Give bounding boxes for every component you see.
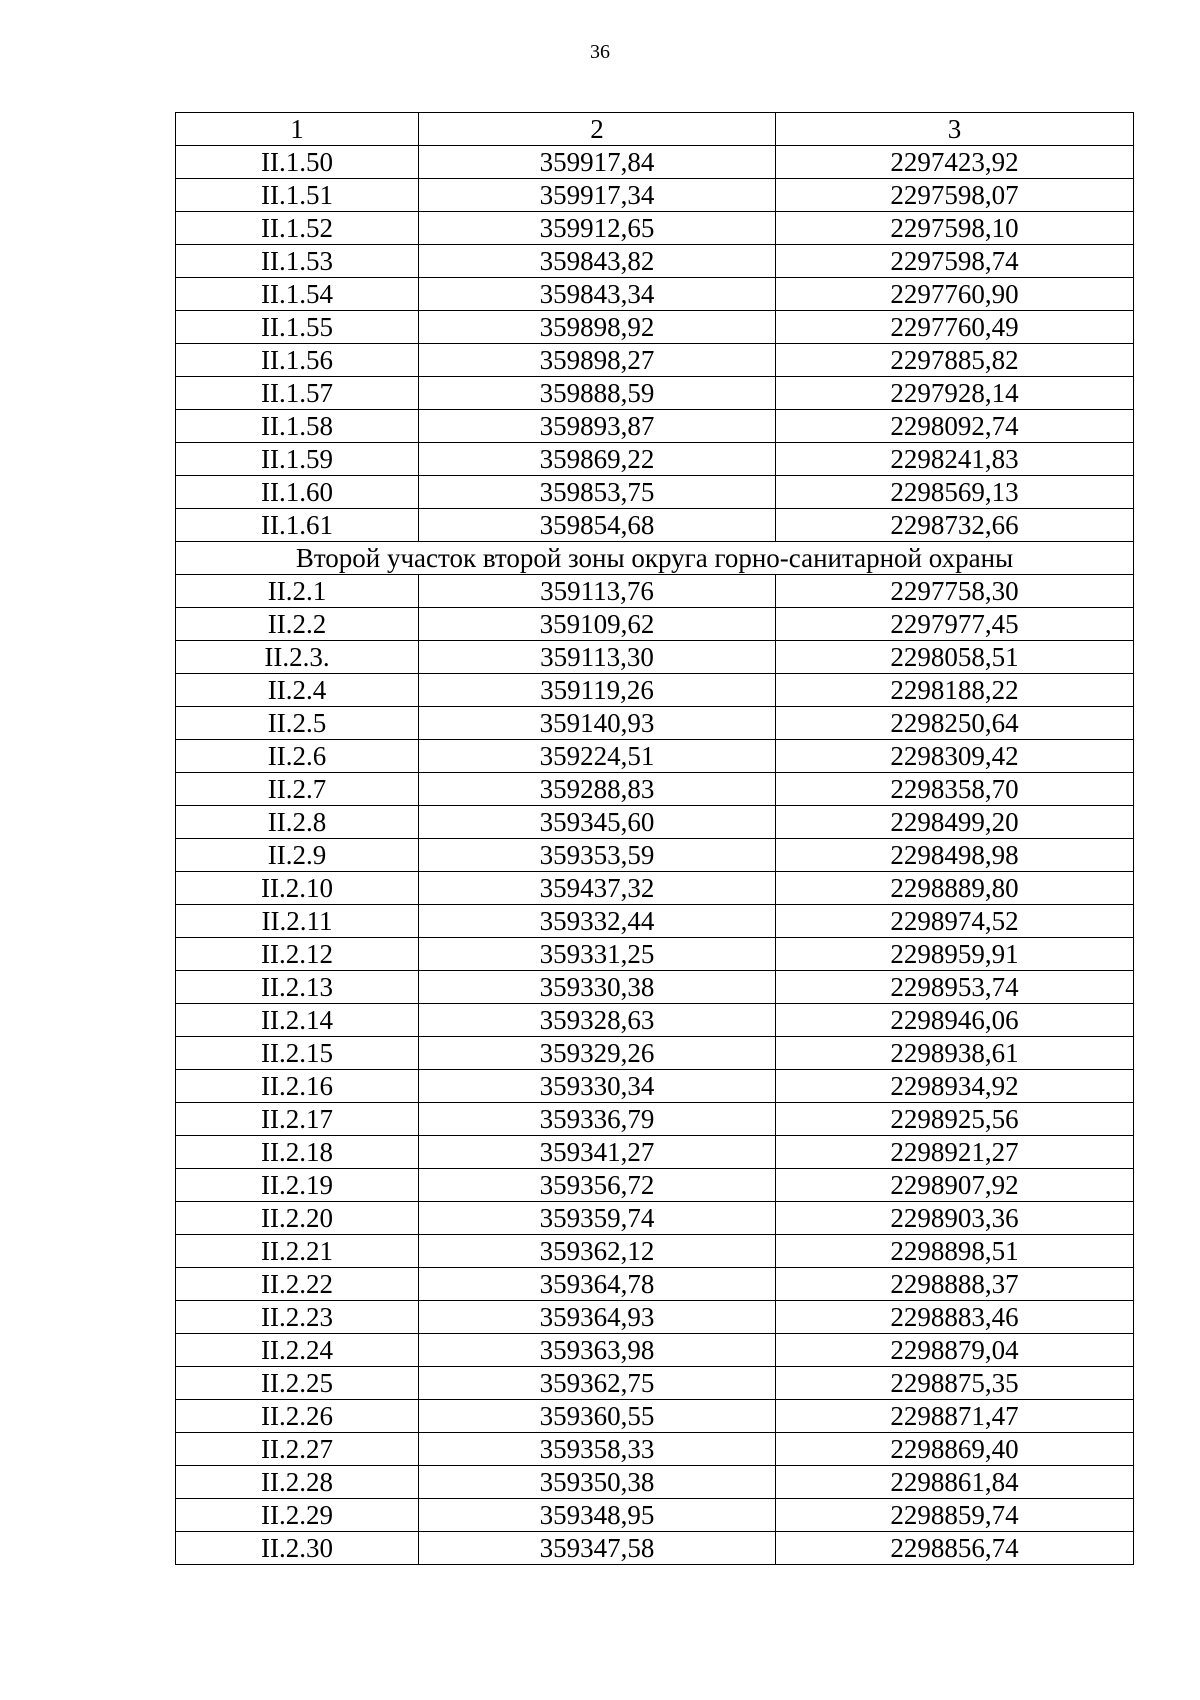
table-row — [176, 476, 1134, 509]
coordinate-x-cell: 359332,44 — [419, 905, 776, 938]
coordinate-x-cell: 359917,34 — [419, 179, 776, 212]
coordinate-y-cell: 2298861,84 — [776, 1466, 1134, 1499]
coordinate-x-cell: 359888,59 — [419, 377, 776, 410]
coordinate-y-cell: 2298888,37 — [776, 1268, 1134, 1301]
coordinate-x-cell: 359362,75 — [419, 1367, 776, 1400]
point-id-cell: II.1.61 — [176, 509, 419, 542]
point-id-cell: II.2.6 — [176, 740, 419, 773]
table-row — [176, 1532, 1134, 1565]
coordinate-x-cell: 359917,84 — [419, 146, 776, 179]
coordinate-x-cell: 359224,51 — [419, 740, 776, 773]
table-row — [176, 1037, 1134, 1070]
table-row — [176, 575, 1134, 608]
coordinate-y-cell: 2298974,52 — [776, 905, 1134, 938]
point-id-cell: II.1.59 — [176, 443, 419, 476]
coordinate-x-cell: 359893,87 — [419, 410, 776, 443]
table-row — [176, 971, 1134, 1004]
table-row — [176, 1136, 1134, 1169]
table-row — [176, 674, 1134, 707]
header-row — [176, 113, 1134, 146]
section-title: Второй участок второй зоны округа горно-санитарной охраны — [176, 542, 1134, 575]
point-id-cell: II.2.25 — [176, 1367, 419, 1400]
coordinate-y-cell: 2297928,14 — [776, 377, 1134, 410]
coordinate-x-cell: 359437,32 — [419, 872, 776, 905]
coordinate-x-cell: 359113,30 — [419, 641, 776, 674]
coordinate-y-cell: 2298959,91 — [776, 938, 1134, 971]
coordinate-y-cell: 2298859,74 — [776, 1499, 1134, 1532]
coordinate-y-cell: 2298856,74 — [776, 1532, 1134, 1565]
coordinate-x-cell: 359363,98 — [419, 1334, 776, 1367]
table-row — [176, 608, 1134, 641]
point-id-cell: II.2.13 — [176, 971, 419, 1004]
coordinate-y-cell: 2298250,64 — [776, 707, 1134, 740]
point-id-cell: II.1.51 — [176, 179, 419, 212]
coordinate-y-cell: 2298092,74 — [776, 410, 1134, 443]
point-id-cell: II.2.11 — [176, 905, 419, 938]
point-id-cell: II.2.9 — [176, 839, 419, 872]
table-row — [176, 806, 1134, 839]
table-row — [176, 1103, 1134, 1136]
coordinate-y-cell: 2298869,40 — [776, 1433, 1134, 1466]
coordinate-y-cell: 2298903,36 — [776, 1202, 1134, 1235]
coordinate-y-cell: 2298934,92 — [776, 1070, 1134, 1103]
coordinate-y-cell: 2298946,06 — [776, 1004, 1134, 1037]
point-id-cell: II.1.56 — [176, 344, 419, 377]
coordinate-y-cell: 2297423,92 — [776, 146, 1134, 179]
coordinate-y-cell: 2297758,30 — [776, 575, 1134, 608]
coordinate-y-cell: 2298871,47 — [776, 1400, 1134, 1433]
table-row — [176, 1004, 1134, 1037]
point-id-cell: II.1.53 — [176, 245, 419, 278]
coordinate-y-cell: 2298058,51 — [776, 641, 1134, 674]
coordinate-x-cell: 359341,27 — [419, 1136, 776, 1169]
coordinate-x-cell: 359336,79 — [419, 1103, 776, 1136]
point-id-cell: II.2.24 — [176, 1334, 419, 1367]
table-row — [176, 773, 1134, 806]
coordinate-x-cell: 359843,82 — [419, 245, 776, 278]
table-row — [176, 872, 1134, 905]
coordinate-y-cell: 2298889,80 — [776, 872, 1134, 905]
coordinate-y-cell: 2298241,83 — [776, 443, 1134, 476]
point-id-cell: II.2.1 — [176, 575, 419, 608]
header-cell-3: 3 — [776, 113, 1134, 146]
table-row — [176, 707, 1134, 740]
coordinate-y-cell: 2298953,74 — [776, 971, 1134, 1004]
coordinate-y-cell: 2298569,13 — [776, 476, 1134, 509]
table-row — [176, 1235, 1134, 1268]
table-row — [176, 1070, 1134, 1103]
coordinate-y-cell: 2297598,07 — [776, 179, 1134, 212]
coordinate-x-cell: 359328,63 — [419, 1004, 776, 1037]
point-id-cell: II.2.19 — [176, 1169, 419, 1202]
coordinate-y-cell: 2298188,22 — [776, 674, 1134, 707]
coordinate-x-cell: 359364,93 — [419, 1301, 776, 1334]
point-id-cell: II.2.4 — [176, 674, 419, 707]
table-row — [176, 509, 1134, 542]
coordinate-x-cell: 359288,83 — [419, 773, 776, 806]
coordinate-y-cell: 2298358,70 — [776, 773, 1134, 806]
table-row — [176, 1499, 1134, 1532]
point-id-cell: II.2.7 — [176, 773, 419, 806]
point-id-cell: II.2.12 — [176, 938, 419, 971]
table-row — [176, 938, 1134, 971]
table-row — [176, 1367, 1134, 1400]
coordinate-x-cell: 359119,26 — [419, 674, 776, 707]
point-id-cell: II.1.57 — [176, 377, 419, 410]
table-row — [176, 905, 1134, 938]
table-row — [176, 1268, 1134, 1301]
point-id-cell: II.1.55 — [176, 311, 419, 344]
point-id-cell: II.1.50 — [176, 146, 419, 179]
table-row — [176, 278, 1134, 311]
point-id-cell: II.2.8 — [176, 806, 419, 839]
coordinate-x-cell: 359358,33 — [419, 1433, 776, 1466]
coordinate-y-cell: 2298498,98 — [776, 839, 1134, 872]
coordinate-y-cell: 2297977,45 — [776, 608, 1134, 641]
coordinate-y-cell: 2298879,04 — [776, 1334, 1134, 1367]
coordinate-x-cell: 359898,27 — [419, 344, 776, 377]
coordinate-y-cell: 2298921,27 — [776, 1136, 1134, 1169]
table-row — [176, 641, 1134, 674]
point-id-cell: II.2.23 — [176, 1301, 419, 1334]
table-row — [176, 377, 1134, 410]
point-id-cell: II.2.2 — [176, 608, 419, 641]
coordinate-y-cell: 2298732,66 — [776, 509, 1134, 542]
table-row — [176, 179, 1134, 212]
coordinate-x-cell: 359350,38 — [419, 1466, 776, 1499]
coordinate-x-cell: 359362,12 — [419, 1235, 776, 1268]
table-row — [176, 443, 1134, 476]
point-id-cell: II.1.54 — [176, 278, 419, 311]
point-id-cell: II.1.60 — [176, 476, 419, 509]
coordinate-y-cell: 2297885,82 — [776, 344, 1134, 377]
coordinate-x-cell: 359360,55 — [419, 1400, 776, 1433]
coordinate-x-cell: 359356,72 — [419, 1169, 776, 1202]
coordinate-x-cell: 359330,34 — [419, 1070, 776, 1103]
coordinate-x-cell: 359353,59 — [419, 839, 776, 872]
point-id-cell: II.1.58 — [176, 410, 419, 443]
coordinate-y-cell: 2297760,49 — [776, 311, 1134, 344]
point-id-cell: II.2.5 — [176, 707, 419, 740]
point-id-cell: II.2.18 — [176, 1136, 419, 1169]
table-row — [176, 1202, 1134, 1235]
point-id-cell: II.2.17 — [176, 1103, 419, 1136]
coordinate-x-cell: 359912,65 — [419, 212, 776, 245]
point-id-cell: II.2.10 — [176, 872, 419, 905]
point-id-cell: II.2.29 — [176, 1499, 419, 1532]
table-row — [176, 146, 1134, 179]
coordinate-x-cell: 359330,38 — [419, 971, 776, 1004]
coordinate-x-cell: 359853,75 — [419, 476, 776, 509]
coordinate-x-cell: 359348,95 — [419, 1499, 776, 1532]
coordinate-x-cell: 359347,58 — [419, 1532, 776, 1565]
coordinate-y-cell: 2297598,10 — [776, 212, 1134, 245]
coordinate-x-cell: 359345,60 — [419, 806, 776, 839]
coordinate-x-cell: 359843,34 — [419, 278, 776, 311]
coordinate-y-cell: 2298938,61 — [776, 1037, 1134, 1070]
section-title-row — [176, 542, 1134, 575]
coordinate-x-cell: 359109,62 — [419, 608, 776, 641]
table-row — [176, 1466, 1134, 1499]
table-row — [176, 1433, 1134, 1466]
coordinate-x-cell: 359854,68 — [419, 509, 776, 542]
table-row — [176, 344, 1134, 377]
coordinate-y-cell: 2297760,90 — [776, 278, 1134, 311]
table-row — [176, 740, 1134, 773]
point-id-cell: II.2.27 — [176, 1433, 419, 1466]
point-id-cell: II.2.15 — [176, 1037, 419, 1070]
coordinate-y-cell: 2298925,56 — [776, 1103, 1134, 1136]
table-row — [176, 1334, 1134, 1367]
coordinates-table — [175, 112, 1134, 1565]
point-id-cell: II.2.28 — [176, 1466, 419, 1499]
coordinate-y-cell: 2298499,20 — [776, 806, 1134, 839]
table-row — [176, 1301, 1134, 1334]
point-id-cell: II.2.16 — [176, 1070, 419, 1103]
point-id-cell: II.2.26 — [176, 1400, 419, 1433]
table-row — [176, 1169, 1134, 1202]
point-id-cell: II.2.30 — [176, 1532, 419, 1565]
coordinate-x-cell: 359331,25 — [419, 938, 776, 971]
coordinate-y-cell: 2298898,51 — [776, 1235, 1134, 1268]
coordinate-y-cell: 2297598,74 — [776, 245, 1134, 278]
coordinate-y-cell: 2298883,46 — [776, 1301, 1134, 1334]
point-id-cell: II.2.20 — [176, 1202, 419, 1235]
table-row — [176, 245, 1134, 278]
point-id-cell: II.2.22 — [176, 1268, 419, 1301]
table-body — [176, 113, 1134, 1565]
point-id-cell: II.2.3. — [176, 641, 419, 674]
table-row — [176, 410, 1134, 443]
header-cell-2: 2 — [419, 113, 776, 146]
header-cell-1: 1 — [176, 113, 419, 146]
coordinate-x-cell: 359140,93 — [419, 707, 776, 740]
table-row — [176, 212, 1134, 245]
point-id-cell: II.2.21 — [176, 1235, 419, 1268]
point-id-cell: II.1.52 — [176, 212, 419, 245]
table-row — [176, 311, 1134, 344]
coordinate-x-cell: 359869,22 — [419, 443, 776, 476]
coordinate-y-cell: 2298875,35 — [776, 1367, 1134, 1400]
coordinate-x-cell: 359113,76 — [419, 575, 776, 608]
coordinate-x-cell: 359329,26 — [419, 1037, 776, 1070]
coordinate-x-cell: 359364,78 — [419, 1268, 776, 1301]
table-row — [176, 1400, 1134, 1433]
table-row — [176, 839, 1134, 872]
coordinate-y-cell: 2298309,42 — [776, 740, 1134, 773]
coordinate-x-cell: 359898,92 — [419, 311, 776, 344]
point-id-cell: II.2.14 — [176, 1004, 419, 1037]
page-number: 36 — [590, 41, 610, 63]
coordinate-y-cell: 2298907,92 — [776, 1169, 1134, 1202]
coordinate-x-cell: 359359,74 — [419, 1202, 776, 1235]
